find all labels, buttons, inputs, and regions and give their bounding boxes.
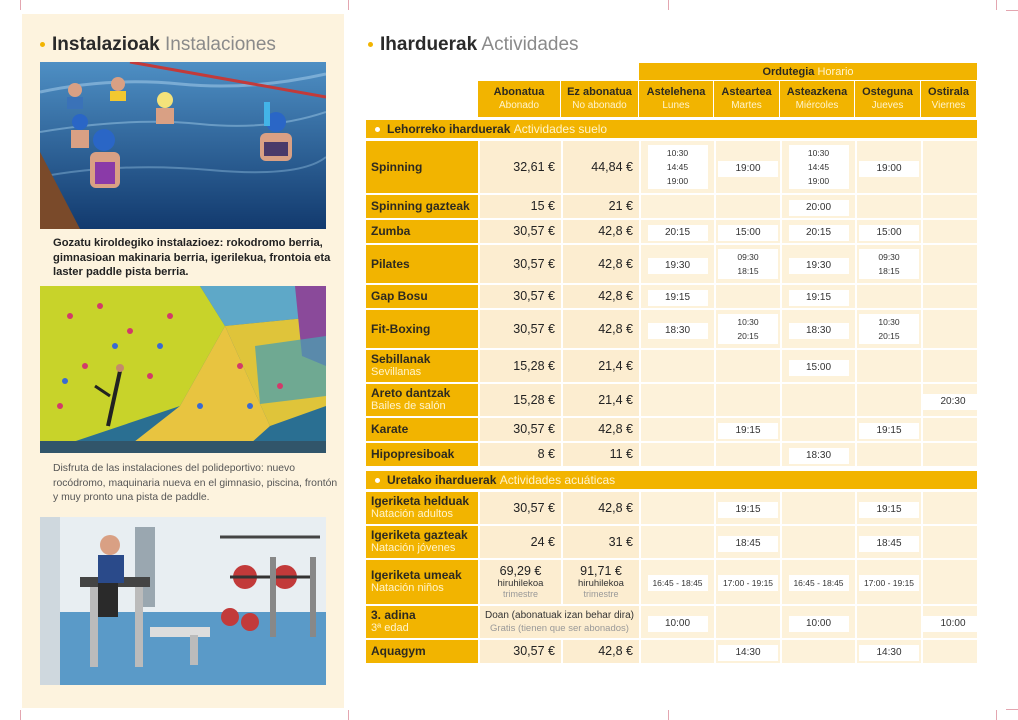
schedule-cell-thu — [855, 526, 921, 560]
schedule-cell-tue — [714, 418, 780, 443]
schedule-cell-wed — [780, 526, 855, 560]
schedule-cell-fri — [921, 418, 977, 443]
schedule-cell-thu — [855, 245, 921, 285]
schedule-cell-wed — [780, 141, 855, 195]
price-non-member: 91,71 € hiruhilekoa trimestre — [561, 560, 639, 606]
schedule-cell-wed — [780, 560, 855, 606]
time-slot: 10:30 20:15 — [859, 314, 919, 344]
schedule-cell-fri — [921, 141, 977, 195]
activity-name: Sebillanak Sevillanas — [366, 350, 478, 384]
schedule-cell-thu — [855, 195, 921, 220]
activity-name: Gap Bosu — [366, 285, 478, 310]
time-slot: 17:00 - 19:15 — [859, 575, 919, 591]
time-slot: 16:45 - 18:45 — [648, 575, 708, 591]
schedule-cell-mon — [639, 560, 714, 606]
activity-name: Pilates — [366, 245, 478, 285]
activities-schedule-table — [366, 63, 977, 665]
price-non-member: 21,4 € — [561, 350, 639, 384]
schedule-cell-mon — [639, 245, 714, 285]
schedule-cell-fri — [921, 384, 977, 418]
activity-row — [366, 310, 977, 350]
trim-mark — [996, 0, 997, 10]
price-non-member: 42,8 € — [561, 245, 639, 285]
pool-photo — [40, 62, 326, 229]
schedule-header: Ordutegia Horario — [639, 63, 977, 81]
bullet-icon — [375, 478, 380, 483]
schedule-title-row — [366, 63, 977, 81]
activities-title-es: Actividades — [481, 34, 579, 55]
activity-row — [366, 195, 977, 220]
activity-row — [366, 526, 977, 560]
trim-mark — [668, 710, 669, 720]
trim-mark — [1006, 709, 1018, 710]
activity-name: Hipopresiboak — [366, 443, 478, 468]
price-member: 32,61 € — [478, 141, 561, 195]
schedule-cell-tue — [714, 350, 780, 384]
schedule-cell-mon — [639, 384, 714, 418]
schedule-cell-wed — [780, 285, 855, 310]
price-non-member: 42,8 € — [561, 310, 639, 350]
schedule-cell-thu — [855, 141, 921, 195]
price-non-member: 44,84 € — [561, 141, 639, 195]
price-non-member: 21 € — [561, 195, 639, 220]
schedule-cell-thu — [855, 443, 921, 468]
activity-name: Karate — [366, 418, 478, 443]
time-slot: 19:15 — [718, 423, 778, 439]
time-slot: 18:30 — [789, 448, 849, 464]
activity-row — [366, 640, 977, 665]
gym-photo — [40, 517, 326, 685]
schedule-cell-wed — [780, 220, 855, 245]
schedule-cell-tue — [714, 606, 780, 640]
price-member: 30,57 € — [478, 310, 561, 350]
time-slot: 19:00 — [718, 161, 778, 177]
schedule-cell-fri — [921, 560, 977, 606]
time-slot: 19:15 — [789, 290, 849, 306]
schedule-cell-tue — [714, 245, 780, 285]
trim-mark — [20, 0, 21, 10]
time-slot: 19:00 — [859, 161, 919, 177]
climbing-wall-photo — [40, 286, 326, 453]
schedule-cell-mon — [639, 606, 714, 640]
schedule-cell-wed — [780, 350, 855, 384]
schedule-cell-fri — [921, 195, 977, 220]
time-slot: 10:30 20:15 — [718, 314, 778, 344]
price-member: 15 € — [478, 195, 561, 220]
activity-name: Zumba — [366, 220, 478, 245]
bullet-icon — [40, 42, 45, 47]
time-slot: 14:30 — [859, 645, 919, 661]
time-slot: 10:30 14:45 19:00 — [648, 145, 708, 189]
schedule-cell-wed — [780, 418, 855, 443]
price-member: 30,57 € — [478, 220, 561, 245]
schedule-cell-tue — [714, 384, 780, 418]
time-slot: 20:15 — [789, 225, 849, 241]
price-member: 15,28 € — [478, 384, 561, 418]
schedule-cell-tue — [714, 141, 780, 195]
schedule-cell-tue — [714, 220, 780, 245]
schedule-cell-fri — [921, 606, 977, 640]
schedule-cell-mon — [639, 443, 714, 468]
activity-name: Spinning — [366, 141, 478, 195]
activity-row — [366, 141, 977, 195]
schedule-cell-wed — [780, 640, 855, 665]
schedule-cell-thu — [855, 418, 921, 443]
activity-row — [366, 220, 977, 245]
schedule-cell-fri — [921, 310, 977, 350]
price-member: 30,57 € — [478, 418, 561, 443]
schedule-cell-fri — [921, 526, 977, 560]
price-member: 8 € — [478, 443, 561, 468]
schedule-cell-mon — [639, 492, 714, 526]
trim-mark — [348, 0, 349, 10]
time-slot: 18:45 — [859, 536, 919, 552]
time-slot: 19:15 — [859, 423, 919, 439]
time-slot: 18:45 — [718, 536, 778, 552]
section-header-ground: Lehorreko iharduerak Actividades suelo — [366, 117, 977, 141]
col-ez-abonatua: Ez abonatua No abonado — [561, 81, 639, 117]
schedule-cell-wed — [780, 310, 855, 350]
time-slot: 18:30 — [789, 323, 849, 339]
column-header-row — [366, 81, 977, 117]
trim-mark — [348, 710, 349, 720]
schedule-cell-tue — [714, 492, 780, 526]
time-slot: 17:00 - 19:15 — [718, 575, 778, 591]
bullet-icon — [375, 127, 380, 132]
time-slot: 19:15 — [648, 290, 708, 306]
facilities-title-eu: Instalazioak — [52, 34, 160, 55]
activity-row — [366, 492, 977, 526]
schedule-cell-fri — [921, 443, 977, 468]
activities-title-eu: Iharduerak — [380, 34, 478, 55]
activity-name: Areto dantzak Bailes de salón — [366, 384, 478, 418]
time-slot: 10:00 — [648, 616, 708, 632]
time-slot: 10:30 14:45 19:00 — [789, 145, 849, 189]
schedule-cell-tue — [714, 443, 780, 468]
schedule-cell-mon — [639, 310, 714, 350]
schedule-cell-mon — [639, 141, 714, 195]
time-slot: 19:30 — [648, 258, 708, 274]
time-slot: 15:00 — [789, 360, 849, 376]
time-slot: 19:30 — [789, 258, 849, 274]
price-non-member: 42,8 € — [561, 492, 639, 526]
schedule-cell-wed — [780, 606, 855, 640]
schedule-cell-wed — [780, 492, 855, 526]
facilities-caption-es: Disfruta de las instalaciones del polideportivo: nuevo rocódromo, maquinaria nueva en el gimnasio, piscina, frontón y muy pronto una pista de paddle. — [53, 463, 338, 503]
schedule-cell-tue — [714, 560, 780, 606]
schedule-cell-wed — [780, 195, 855, 220]
schedule-cell-mon — [639, 350, 714, 384]
schedule-cell-mon — [639, 220, 714, 245]
schedule-cell-thu — [855, 492, 921, 526]
schedule-cell-thu — [855, 640, 921, 665]
schedule-cell-mon — [639, 418, 714, 443]
schedule-cell-thu — [855, 220, 921, 245]
activity-name: Igeriketa umeak Natación niños — [366, 560, 478, 606]
schedule-cell-thu — [855, 350, 921, 384]
time-slot: 20:15 — [648, 225, 708, 241]
schedule-cell-fri — [921, 350, 977, 384]
price-member: 30,57 € — [478, 245, 561, 285]
schedule-cell-thu — [855, 285, 921, 310]
schedule-cell-tue — [714, 195, 780, 220]
col-astelehena: Astelehena Lunes — [639, 81, 714, 117]
price-non-member: 42,8 € — [561, 640, 639, 665]
activity-name: Spinning gazteak — [366, 195, 478, 220]
schedule-cell-mon — [639, 285, 714, 310]
price-non-member: 31 € — [561, 526, 639, 560]
schedule-cell-wed — [780, 245, 855, 285]
trim-mark — [996, 710, 997, 720]
col-asteartea: Asteartea Martes — [714, 81, 780, 117]
schedule-cell-fri — [921, 245, 977, 285]
activity-row — [366, 443, 977, 468]
activity-row — [366, 384, 977, 418]
bullet-icon — [368, 42, 373, 47]
time-slot: 19:15 — [859, 502, 919, 518]
facilities-title — [40, 34, 276, 56]
schedule-cell-fri — [921, 640, 977, 665]
activity-name: 3. adina 3ª edad — [366, 606, 478, 640]
price-non-member: 21,4 € — [561, 384, 639, 418]
time-slot: 19:15 — [718, 502, 778, 518]
activity-name: Igeriketa helduak Natación adultos — [366, 492, 478, 526]
price-member: 15,28 € — [478, 350, 561, 384]
schedule-cell-fri — [921, 285, 977, 310]
schedule-cell-wed — [780, 443, 855, 468]
time-slot: 09:30 18:15 — [718, 249, 778, 279]
col-abonatua: Abonatua Abonado — [478, 81, 561, 117]
schedule-cell-wed — [780, 384, 855, 418]
activities-title — [368, 34, 579, 56]
price-member: 30,57 € — [478, 492, 561, 526]
time-slot: 10:00 — [923, 616, 983, 632]
schedule-cell-tue — [714, 310, 780, 350]
trim-mark — [20, 710, 21, 720]
schedule-cell-tue — [714, 526, 780, 560]
schedule-cell-tue — [714, 640, 780, 665]
price-member: 24 € — [478, 526, 561, 560]
facilities-title-es: Instalaciones — [165, 34, 276, 55]
time-slot: 10:00 — [789, 616, 849, 632]
col-osteguna: Osteguna Jueves — [855, 81, 921, 117]
time-slot: 20:30 — [923, 394, 983, 410]
price-non-member: 42,8 € — [561, 220, 639, 245]
time-slot: 16:45 - 18:45 — [789, 575, 849, 591]
schedule-cell-thu — [855, 310, 921, 350]
time-slot: 09:30 18:15 — [859, 249, 919, 279]
schedule-cell-fri — [921, 220, 977, 245]
trim-mark — [668, 0, 669, 10]
price-member: 69,29 € hiruhilekoa trimestre — [478, 560, 561, 606]
schedule-cell-mon — [639, 640, 714, 665]
activity-row — [366, 560, 977, 606]
schedule-cell-thu — [855, 384, 921, 418]
schedule-cell-thu — [855, 560, 921, 606]
schedule-cell-mon — [639, 526, 714, 560]
activity-row — [366, 245, 977, 285]
schedule-cell-fri — [921, 492, 977, 526]
free-price-cell: Doan (abonatuak izan behar dira) Gratis (tienen que ser abonados) — [478, 606, 639, 640]
col-asteazkena: Asteazkena Miércoles — [780, 81, 855, 117]
price-member: 30,57 € — [478, 640, 561, 665]
time-slot: 20:00 — [789, 200, 849, 216]
activity-name: Fit-Boxing — [366, 310, 478, 350]
price-non-member: 11 € — [561, 443, 639, 468]
section-header-water: Uretako iharduerak Actividades acuáticas — [366, 468, 977, 492]
activity-row — [366, 285, 977, 310]
facilities-caption-eu: Gozatu kiroldegiko instalazioez: rokodromo berria, gimnasioan makinaria berria, igerilekua, frontoia eta laster paddle pista berria. — [53, 237, 331, 278]
time-slot: 15:00 — [718, 225, 778, 241]
activity-row — [366, 350, 977, 384]
schedule-cell-tue — [714, 285, 780, 310]
activity-row — [366, 606, 977, 640]
price-non-member: 42,8 € — [561, 418, 639, 443]
schedule-cell-thu — [855, 606, 921, 640]
price-member: 30,57 € — [478, 285, 561, 310]
activity-name: Igeriketa gazteak Natación jóvenes — [366, 526, 478, 560]
activity-name: Aquagym — [366, 640, 478, 665]
time-slot: 15:00 — [859, 225, 919, 241]
price-non-member: 42,8 € — [561, 285, 639, 310]
activity-row — [366, 418, 977, 443]
trim-mark — [1006, 10, 1018, 11]
schedule-cell-mon — [639, 195, 714, 220]
col-ostirala: Ostirala Viernes — [921, 81, 977, 117]
time-slot: 14:30 — [718, 645, 778, 661]
facilities-panel — [22, 14, 344, 708]
time-slot: 18:30 — [648, 323, 708, 339]
